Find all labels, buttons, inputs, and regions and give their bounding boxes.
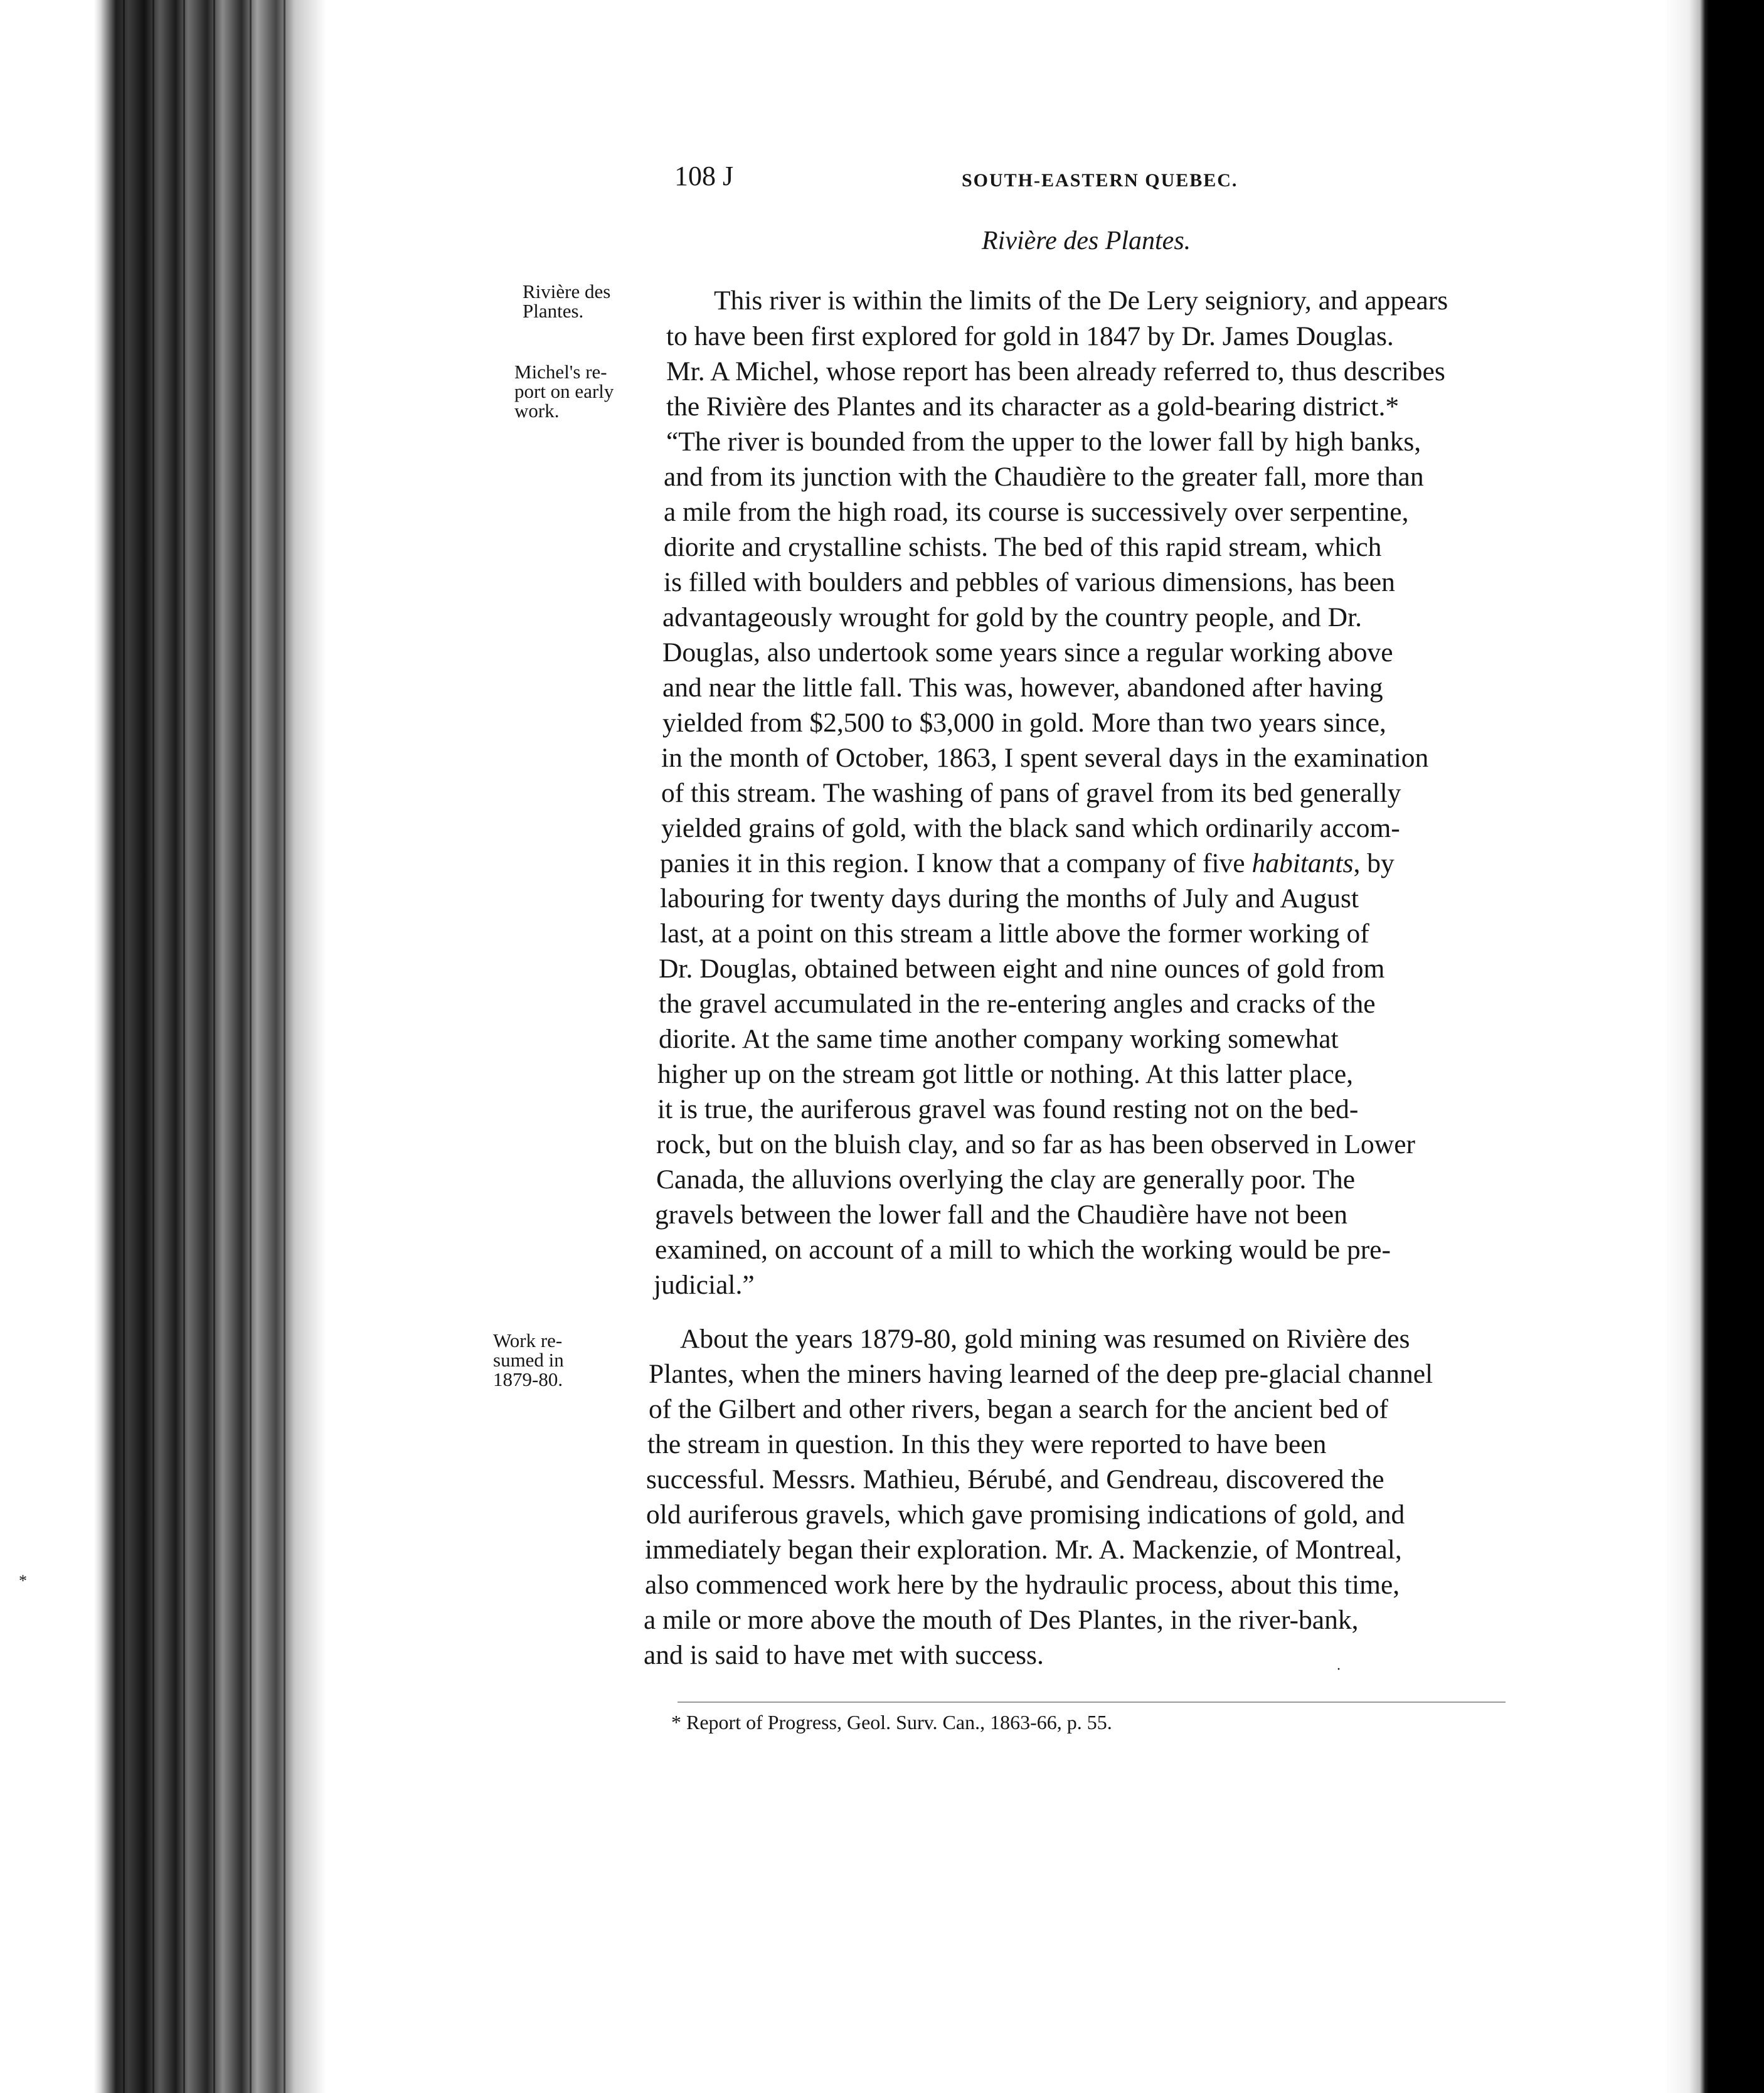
book-page-edges xyxy=(0,0,326,2093)
body-line: of the Gilbert and other rivers, began a search for the ancient bed of xyxy=(649,1394,1388,1424)
body-line: Canada, the alluvions overlying the clay are generally poor. The xyxy=(656,1164,1356,1195)
body-line: and from its junction with the Chaudière to the greater fall, more than xyxy=(664,462,1424,492)
running-head xyxy=(674,160,1540,198)
stray-mark: · xyxy=(1336,1661,1341,1678)
body-line: also commenced work here by the hydraulic process, about this time, xyxy=(645,1570,1400,1600)
body-line: yielded grains of gold, with the black sand which ordinarily accom- xyxy=(661,813,1400,843)
body-line: successful. Messrs. Mathieu, Bérubé, and Gendreau, discovered the xyxy=(646,1464,1384,1494)
section-title-text: Rivière des Plantes. xyxy=(982,226,1191,255)
page-number: 108 J xyxy=(674,161,734,191)
body-line: is filled with boulders and pebbles of various dimensions, has been xyxy=(664,567,1395,597)
body-line: judicial.” xyxy=(654,1270,755,1300)
body-line: the stream in question. In this they were reported to have been xyxy=(647,1429,1327,1459)
body-line: a mile from the high road, its course is successively over serpentine, xyxy=(664,497,1409,527)
body-line: advantageously wrought for gold by the country people, and Dr. xyxy=(662,602,1363,632)
body-line xyxy=(660,846,1395,880)
body-line: and near the little fall. This was, however, abandoned after having xyxy=(662,673,1383,703)
body-line-part: , by xyxy=(1353,848,1395,878)
body-line: Plantes, when the miners having learned of the deep pre-glacial channel xyxy=(649,1359,1433,1389)
body-line: diorite. At the same time another company working somewhat xyxy=(659,1024,1339,1054)
body-line: the Rivière des Plantes and its character as a gold-bearing district.* xyxy=(666,391,1400,422)
body-line: and is said to have met with success. xyxy=(644,1640,1044,1670)
body-line: immediately began their exploration. Mr. A. Mackenzie, of Montreal, xyxy=(645,1535,1402,1565)
italic-word: habitants xyxy=(1251,848,1354,878)
body-line: Dr. Douglas, obtained between eight and nine ounces of gold from xyxy=(659,954,1385,984)
body-line: Douglas, also undertook some years since a regular working above xyxy=(662,637,1393,668)
side-note-work-resumed: Work re- sumed in 1879-80. xyxy=(493,1329,564,1390)
side-note-riviere: Rivière des Plantes. xyxy=(523,280,611,322)
running-title: SOUTH-EASTERN QUEBEC. xyxy=(962,170,1238,191)
body-line: rock, but on the bluish clay, and so far as has been observed in Lower xyxy=(656,1129,1415,1159)
body-line: a mile or more above the mouth of Des Plantes, in the river-bank, xyxy=(644,1605,1359,1635)
body-line: Mr. A Michel, whose report has been already referred to, thus describes xyxy=(666,356,1445,386)
body-line: the gravel accumulated in the re-entering angles and cracks of the xyxy=(659,989,1376,1019)
body-line: This river is within the limits of the De Lery seigniory, and appears xyxy=(714,285,1448,316)
side-note-michel: Michel's re- port on early work. xyxy=(514,361,614,422)
body-line: old auriferous gravels, which gave promising indications of gold, and xyxy=(646,1499,1405,1530)
body-line: last, at a point on this stream a little above the former working of xyxy=(660,919,1369,949)
body-line: gravels between the lower fall and the Chaudière have not been xyxy=(655,1200,1347,1230)
body-line: “The river is bounded from the upper to the lower fall by high banks, xyxy=(666,427,1421,457)
body-line-part: panies it in this region. I know that a company of five xyxy=(660,848,1252,878)
footnote-rule xyxy=(677,1702,1506,1703)
body-line: yielded from $2,500 to $3,000 in gold. More than two years since, xyxy=(662,708,1386,738)
body-line: it is true, the auriferous gravel was found resting not on the bed- xyxy=(657,1094,1359,1124)
margin-mark: * xyxy=(19,1572,27,1590)
body-line: of this stream. The washing of pans of gravel from its bed generally xyxy=(661,778,1401,808)
right-scan-border xyxy=(1664,0,1764,2093)
body-line: labouring for twenty days during the months of July and August xyxy=(660,883,1359,913)
body-line: in the month of October, 1863, I spent several days in the examination xyxy=(661,743,1429,773)
body-line: examined, on account of a mill to which the working would be pre- xyxy=(655,1235,1391,1265)
body-line: higher up on the stream got little or nothing. At this latter place, xyxy=(657,1059,1354,1089)
body-line: About the years 1879-80, gold mining was resumed on Rivière des xyxy=(680,1324,1410,1354)
body-line: to have been first explored for gold in 1847 by Dr. James Douglas. xyxy=(666,321,1394,351)
body-line: diorite and crystalline schists. The bed of this rapid stream, which xyxy=(664,532,1382,562)
section-title xyxy=(982,226,1191,256)
footnote: * Report of Progress, Geol. Surv. Can., 1863-66, p. 55. xyxy=(671,1711,1112,1734)
